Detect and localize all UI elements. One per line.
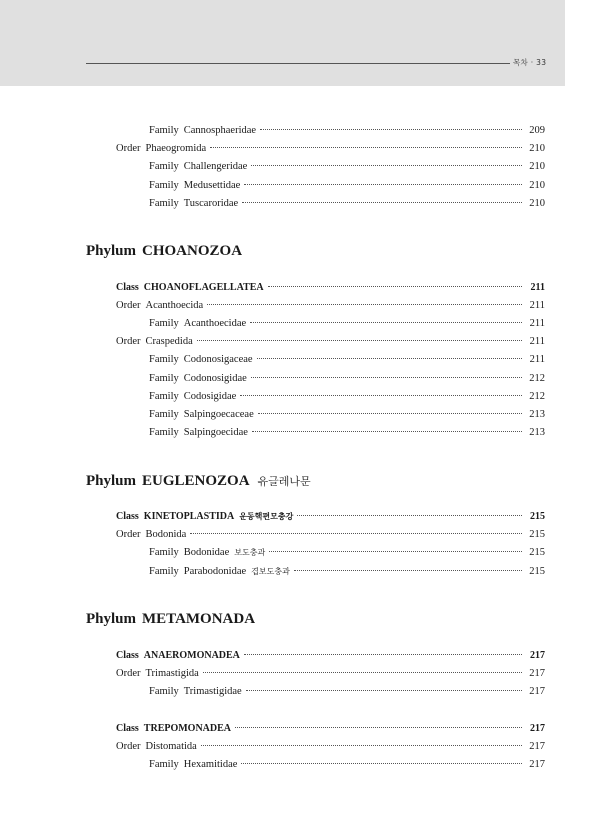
toc-entry-order: Order Acanthoecida 211 [116, 300, 545, 311]
leader-dots [268, 286, 522, 287]
leader-dots [197, 340, 522, 341]
leader-dots [207, 304, 522, 305]
toc-entry-class: Class CHOANOFLAGELLATEA 211 [116, 282, 545, 293]
toc-entry-class: Class ANAEROMONADEA 217 [116, 650, 545, 661]
toc-entry-order: Order Trimastigida 217 [116, 668, 545, 679]
toc-entry-family: Family Salpingoecidae 213 [149, 427, 545, 438]
toc-entry-family: Family Trimastigidae 217 [149, 686, 545, 697]
leader-dots [269, 551, 522, 552]
leader-dots [242, 202, 522, 203]
toc-entry-family: Family Cannosphaeridae 209 [149, 125, 545, 136]
toc-entry-family: Family Codonosigidae 212 [149, 373, 545, 384]
toc-entry-family: Family Hexamitidae 217 [149, 759, 545, 770]
toc-entry-family: Family Codonosigaceae 211 [149, 354, 545, 365]
toc-entry-order: Order Craspedida 211 [116, 336, 545, 347]
leader-dots [252, 431, 522, 432]
leader-dots [251, 377, 522, 378]
toc-entry-family: Family Medusettidae 210 [149, 180, 545, 191]
leader-dots [244, 654, 522, 655]
toc-entry-order: Order Phaeogromida 210 [116, 143, 545, 154]
leader-dots [244, 184, 522, 185]
leader-dots [294, 570, 522, 571]
leader-dots [260, 129, 522, 130]
leader-dots [251, 165, 522, 166]
header-band [0, 0, 565, 86]
toc-entry-family: Family Acanthoecidae 211 [149, 318, 545, 329]
toc-entry-family: Family Challengeridae 210 [149, 161, 545, 172]
leader-dots [210, 147, 522, 148]
leader-dots [235, 727, 522, 728]
leader-dots [241, 763, 522, 764]
header-rule [86, 63, 510, 64]
toc-entry-class: Class KINETOPLASTIDA 운동핵편모충강 215 [116, 511, 545, 522]
phylum-heading: Phylum EUGLENOZOA 유글레나문 [86, 473, 311, 489]
leader-dots [240, 395, 522, 396]
toc-entry-class: Class TREPOMONADEA 217 [116, 723, 545, 734]
toc-entry-family: Family Codosigidae 212 [149, 391, 545, 402]
toc-entry-family: Family Salpingoecaceae 213 [149, 409, 545, 420]
phylum-heading: Phylum CHOANOZOA [86, 243, 243, 259]
leader-dots [257, 358, 522, 359]
leader-dots [201, 745, 522, 746]
page-number: 목차 · 33 [513, 58, 547, 67]
phylum-heading: Phylum METAMONADA [86, 611, 256, 627]
toc-entry-order: Order Distomatida 217 [116, 741, 545, 752]
leader-dots [297, 515, 522, 516]
leader-dots [203, 672, 522, 673]
leader-dots [258, 413, 522, 414]
toc-entry-order: Order Bodonida 215 [116, 529, 545, 540]
leader-dots [246, 690, 522, 691]
leader-dots [250, 322, 522, 323]
toc-entry-family: Family Tuscaroridae 210 [149, 198, 545, 209]
toc-entry-family: Family Bodonidae 보도충과 215 [149, 547, 545, 558]
toc-entry-family: Family Parabodonidae 겹보도충과 215 [149, 566, 545, 577]
leader-dots [190, 533, 522, 534]
